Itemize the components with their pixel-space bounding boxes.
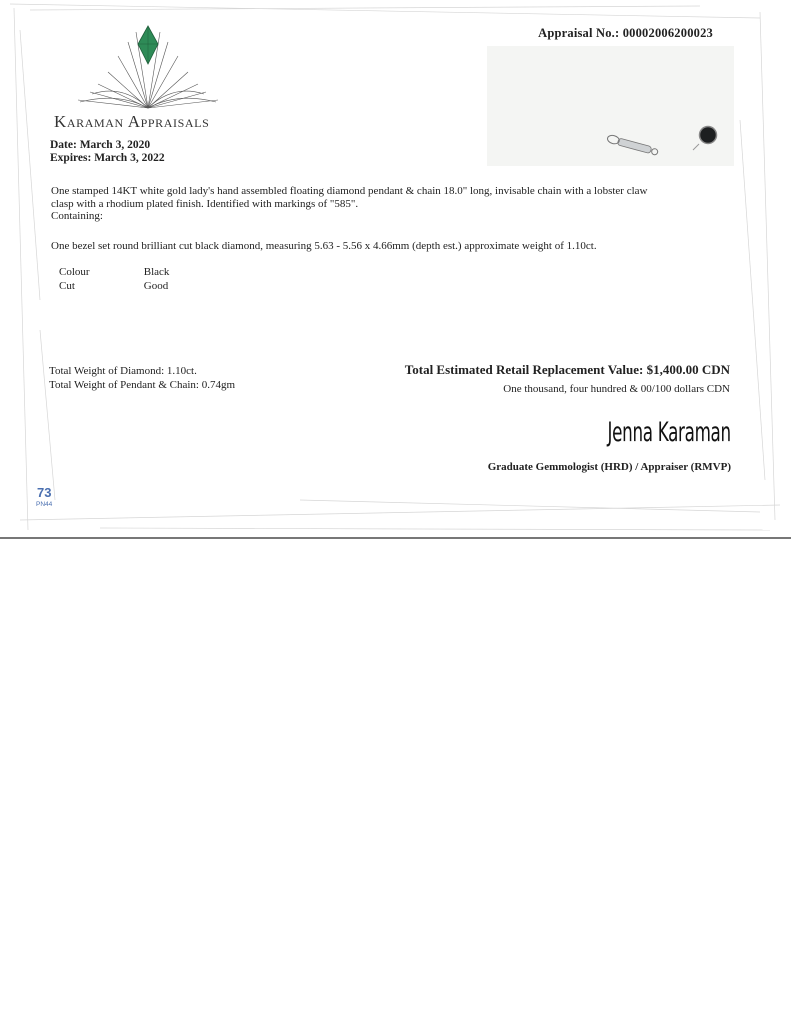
appraiser-title: Graduate Gemmologist (HRD) / Appraiser (RMVP) bbox=[487, 461, 731, 473]
page-number-stamp: 73 bbox=[37, 485, 52, 500]
stone-attributes bbox=[59, 265, 169, 293]
attribute-label: Colour bbox=[59, 266, 90, 278]
description-line-1: One stamped 14KT white gold lady's hand assembled floating diamond pendant & chain 18.0" long, invisable chain with a lobster claw bbox=[51, 185, 648, 197]
item-description bbox=[51, 185, 731, 223]
weight-totals bbox=[49, 364, 235, 392]
replacement-value: Total Estimated Retail Replacement Value: $1,400.00 CDN bbox=[404, 362, 730, 377]
attribute-row bbox=[59, 265, 169, 279]
attribute-value: Good bbox=[143, 280, 169, 292]
issue-date: Date: March 3, 2020 bbox=[50, 139, 151, 151]
signature: Jenna Karaman bbox=[607, 417, 731, 448]
description-line-2: clasp with a rhodium plated finish. Identified with markings of "585". bbox=[51, 197, 359, 210]
brand-name: Karaman Appraisals bbox=[54, 112, 210, 131]
date-block bbox=[50, 139, 165, 165]
karaman-logo-icon bbox=[68, 22, 228, 114]
pendant-and-clasp-icon bbox=[487, 46, 734, 166]
attribute-row bbox=[59, 279, 169, 293]
pendant-weight: Total Weight of Pendant & Chain: 0.74gm bbox=[49, 379, 236, 391]
attribute-value: Black bbox=[143, 266, 170, 278]
appraisal-number: Appraisal No.: 00002006200023 bbox=[538, 26, 713, 40]
attribute-label: Cut bbox=[59, 280, 75, 292]
expiry-date: Expires: March 3, 2022 bbox=[50, 152, 165, 164]
stone-description: One bezel set round brilliant cut black diamond, measuring 5.63 - 5.56 x 4.66mm (depth est.) approximate weight of 1.10ct. bbox=[51, 240, 597, 252]
page-code-stamp: PN44 bbox=[36, 501, 53, 508]
value-in-words: One thousand, four hundred & 00/100 dollars CDN bbox=[503, 383, 730, 395]
pendant-photo bbox=[487, 46, 734, 166]
diamond-weight: Total Weight of Diamond: 1.10ct. bbox=[49, 365, 197, 377]
description-line-3: Containing: bbox=[51, 210, 103, 222]
